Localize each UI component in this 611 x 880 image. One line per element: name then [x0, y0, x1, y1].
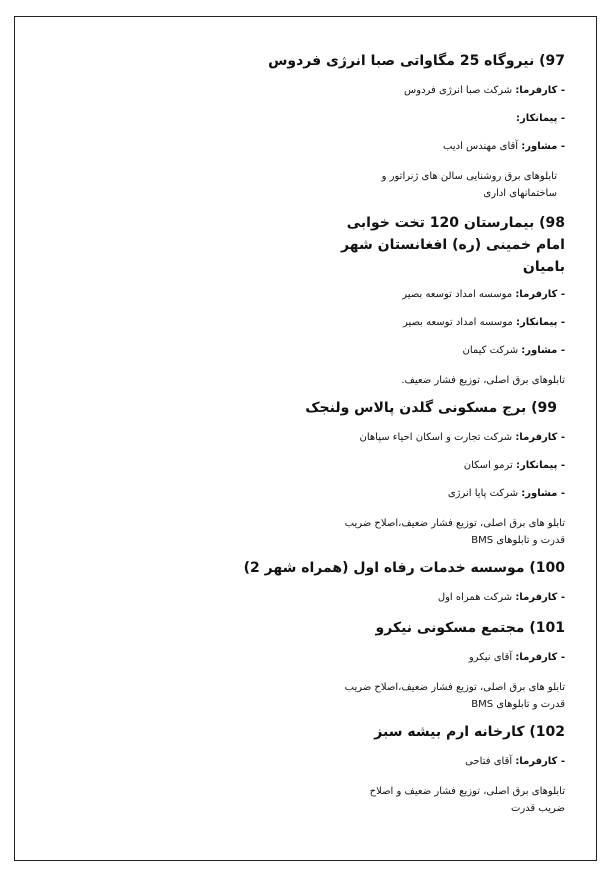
project-description: تابلو های برق اصلی، توزیع فشار ضعیف،اصلاح ضریب قدرت و تابلوهای BMS — [344, 682, 565, 710]
employer-row — [40, 431, 565, 445]
project-description: تابلوهای برق اصلی، توزیع فشار ضعیف. — [401, 375, 565, 386]
consultant-row — [40, 487, 565, 501]
contractor-label: - پیمانکار: — [515, 113, 565, 124]
project-102 — [40, 723, 565, 817]
employer-label: - کارفرما: — [515, 652, 565, 663]
employer-value: آقای نیکرو — [468, 652, 516, 663]
employer-value: آقای فتاحی — [465, 756, 516, 767]
project-101 — [40, 619, 565, 713]
project-98 — [40, 212, 565, 389]
project-description: تابلو های برق اصلی، توزیع فشار ضعیف،اصلاح ضریب قدرت و تابلوهای BMS — [344, 518, 565, 546]
employer-label: - کارفرما: — [515, 592, 565, 603]
contractor-row — [40, 316, 565, 330]
employer-row — [40, 755, 565, 769]
employer-label: - کارفرما: — [515, 756, 565, 767]
employer-value: موسسه امداد توسعه بصیر — [402, 289, 516, 300]
contractor-label: - پیمانکار: — [515, 460, 565, 471]
contractor-label: - پیمانکار: — [515, 317, 565, 328]
project-description: تابلوهای برق روشنایی سالن های ژنراتور و ساختمانهای اداری — [381, 171, 557, 199]
contractor-value: موسسه امداد توسعه بصیر — [402, 317, 516, 328]
employer-value: شرکت همراه اول — [437, 592, 516, 603]
document-content — [40, 52, 565, 827]
consultant-row — [40, 140, 565, 154]
contractor-row — [40, 459, 565, 473]
employer-row — [40, 288, 565, 302]
project-title: 97) نیروگاه 25 مگاواتی صبا انرژی فردوس — [268, 53, 565, 69]
consultant-value: شرکت پایا انرژی — [447, 488, 522, 499]
project-title: 102) کارخانه ارم بیشه سبز — [374, 724, 565, 740]
consultant-label: - مشاور: — [521, 488, 565, 499]
employer-row — [40, 651, 565, 665]
project-title: 100) موسسه خدمات رفاه اول (همراه شهر 2) — [243, 560, 565, 576]
project-99 — [40, 399, 565, 549]
consultant-row — [40, 344, 565, 358]
employer-label: - کارفرما: — [515, 289, 565, 300]
project-title: 101) مجتمع مسکونی نیکرو — [375, 620, 565, 636]
project-title: 99) برج مسکونی گلدن پالاس ولنجک — [305, 400, 557, 416]
employer-value: شرکت تجارت و اسکان احیاء سپاهان — [359, 432, 516, 443]
project-100 — [40, 559, 565, 605]
employer-row — [40, 84, 565, 98]
employer-value: شرکت صبا انرژی فردوس — [404, 85, 516, 96]
project-97 — [40, 52, 565, 202]
employer-row — [40, 591, 565, 605]
contractor-value: ترمو اسکان — [463, 460, 516, 471]
consultant-value: شرکت کیمان — [462, 345, 522, 356]
employer-label: - کارفرما: — [515, 85, 565, 96]
project-description: تابلوهای برق اصلی، توزیع فشار ضعیف و اصلاح ضریب قدرت — [369, 786, 565, 814]
consultant-label: - مشاور: — [521, 141, 565, 152]
consultant-label: - مشاور: — [521, 345, 565, 356]
employer-label: - کارفرما: — [515, 432, 565, 443]
contractor-row — [40, 112, 565, 126]
consultant-value: آقای مهندس ادیب — [443, 141, 522, 152]
project-title: 98) بیمارستان 120 تخت خوابی امام خمینی (ره) افغانستان شهر بامیان — [341, 215, 565, 275]
